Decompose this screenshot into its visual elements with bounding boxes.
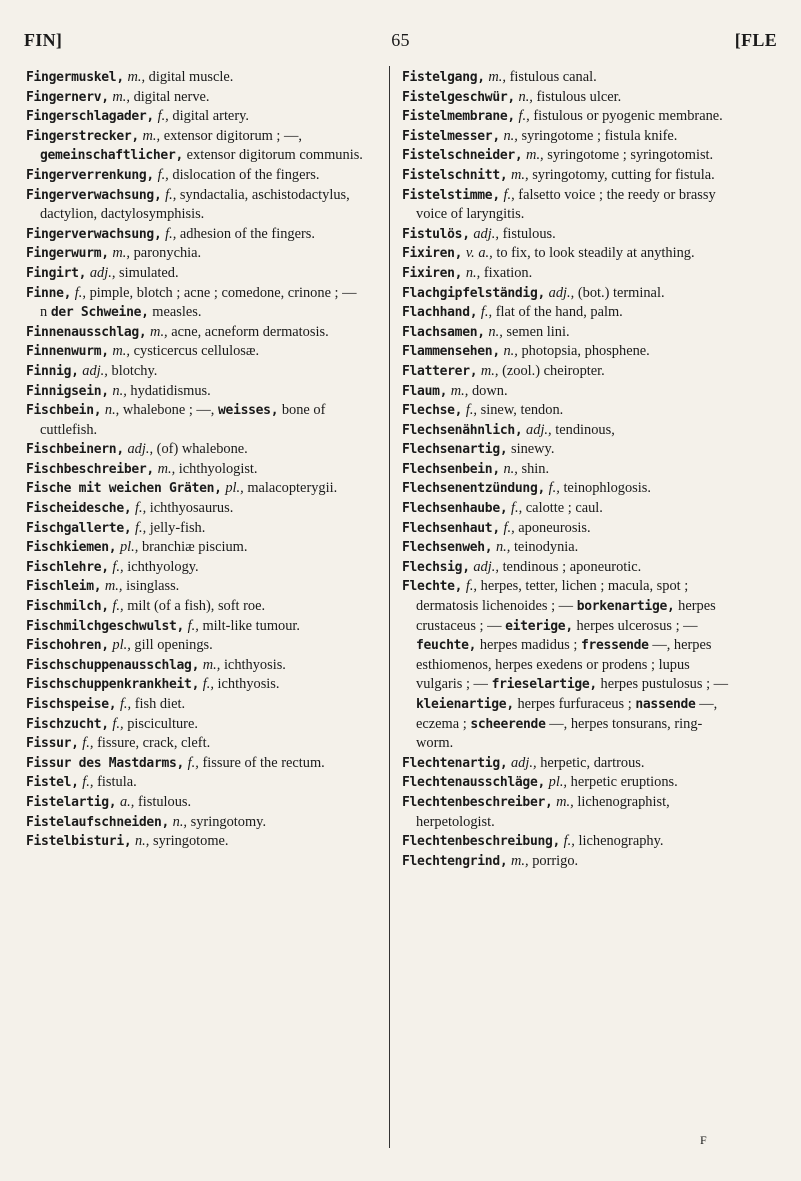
- grammar-label: n.,: [112, 382, 127, 399]
- definition: syringotome ; fistula knife.: [521, 127, 678, 144]
- dictionary-entry: [402, 342, 739, 362]
- definition: digital nerve.: [133, 88, 210, 105]
- headword: Fixiren,: [402, 265, 463, 281]
- definition: blotchy.: [111, 362, 158, 379]
- grammar-label: m.,: [142, 127, 161, 144]
- definition: herpes, tetter, lichen ; macula, spot ; dermatosis lichenoides ; —: [416, 578, 689, 615]
- dictionary-entry: [26, 323, 363, 343]
- dictionary-entry: [402, 577, 739, 753]
- definition: sinewy.: [510, 441, 555, 458]
- headword: Fixiren,: [402, 246, 463, 262]
- grammar-label: n.,: [488, 323, 503, 340]
- definition: (of) whalebone.: [156, 441, 248, 458]
- dictionary-entry: [26, 519, 363, 539]
- headword: Flechsig,: [402, 559, 470, 575]
- definition: lichenography.: [578, 833, 664, 850]
- headword: Finnig,: [26, 363, 79, 379]
- grammar-label: m.,: [480, 362, 499, 379]
- definition: porrigo.: [532, 852, 579, 869]
- headword: Fischeidesche,: [26, 501, 132, 517]
- running-head-right: [FLE: [734, 30, 777, 50]
- dictionary-entry: [402, 284, 739, 304]
- headword: Fistelschnitt,: [402, 167, 508, 183]
- definition: extensor digitorum communis.: [186, 147, 363, 164]
- dictionary-entry: [402, 244, 739, 264]
- headword: Fischmilch,: [26, 599, 109, 615]
- dictionary-entry: [26, 832, 363, 852]
- grammar-label: f.,: [563, 833, 575, 850]
- grammar-label: pl.,: [112, 637, 131, 654]
- dictionary-entry: [26, 813, 363, 833]
- dictionary-entry: [26, 558, 363, 578]
- dictionary-entry: [26, 793, 363, 813]
- dictionary-entry: [26, 68, 363, 88]
- definition: adhesion of the fingers.: [179, 225, 315, 242]
- definition: ichthyosaurus.: [149, 500, 234, 517]
- headword: Fistelbisturi,: [26, 834, 132, 850]
- grammar-label: m.,: [112, 343, 130, 360]
- headword: Finne,: [26, 285, 72, 301]
- definition: gill openings.: [134, 637, 213, 654]
- grammar-label: f.,: [480, 304, 493, 321]
- definition: milt-like tumour.: [202, 617, 301, 634]
- headword: Flechtenbeschreibung,: [402, 834, 561, 850]
- dictionary-entry: [26, 636, 363, 656]
- grammar-label: f.,: [112, 598, 124, 615]
- definition: herpes crustaceus ; —: [416, 598, 716, 634]
- grammar-label: v. a.,: [465, 245, 493, 262]
- definition: (bot.) terminal.: [577, 284, 665, 301]
- dictionary-entry: [26, 773, 363, 793]
- definition: herpes pustulosus ; —: [600, 676, 729, 693]
- grammar-label: f.,: [112, 715, 124, 732]
- dictionary-entry: [26, 715, 363, 735]
- definition: whalebone ; —,: [122, 402, 215, 419]
- definition: herpes furfuraceus ;: [517, 696, 632, 712]
- definition: ichthyosis.: [217, 676, 280, 693]
- dictionary-entry: [402, 88, 739, 108]
- definition: herpes ulcerosus ; —: [576, 617, 698, 634]
- sub-headword: feuchte,: [416, 638, 477, 654]
- dictionary-entry: [402, 754, 739, 774]
- headword: Fischmilchgeschwulst,: [26, 618, 185, 634]
- grammar-label: pl.,: [119, 539, 139, 556]
- dictionary-entry: [26, 695, 363, 715]
- definition: shin.: [521, 460, 550, 477]
- headword: Flammensehen,: [402, 344, 500, 360]
- dictionary-entry: [26, 734, 363, 754]
- definition: paronychia.: [133, 245, 202, 262]
- headword: Fischleim,: [26, 579, 102, 595]
- headword: Fischgallerte,: [26, 520, 132, 536]
- grammar-label: m.,: [526, 147, 544, 164]
- headword: Fingerverwachsung,: [26, 226, 162, 242]
- headword: Fistelartig,: [26, 794, 117, 810]
- dictionary-entry: [402, 773, 739, 793]
- grammar-label: f.,: [74, 284, 86, 301]
- headword: Fistelschneider,: [402, 148, 523, 164]
- definition: to fix, to look steadily at anything.: [496, 245, 695, 262]
- dictionary-entry: [402, 127, 739, 147]
- headword: Fistelgeschwür,: [402, 89, 515, 105]
- definition: falsetto voice ; the reedy or brassy voice of laryngitis.: [416, 186, 716, 223]
- definition: syringotome.: [152, 833, 229, 850]
- headword: Fingirt,: [26, 265, 87, 281]
- grammar-label: f.,: [112, 558, 124, 575]
- grammar-label: f.,: [187, 754, 199, 771]
- dictionary-entry: [26, 186, 363, 225]
- dictionary-entry: [26, 127, 363, 166]
- headword: Finnenausschlag,: [26, 324, 147, 340]
- dictionary-entry: [402, 538, 739, 558]
- definition: semen lini.: [506, 323, 570, 340]
- headword: Finnenwurm,: [26, 344, 109, 360]
- dictionary-entry: [26, 577, 363, 597]
- definition: malacopterygii.: [247, 480, 338, 497]
- definition: herpetic, dartrous.: [540, 754, 645, 771]
- grammar-label: n.,: [134, 833, 150, 850]
- grammar-label: n.,: [172, 813, 188, 830]
- definition: extensor digitorum ; —,: [163, 127, 303, 144]
- definition: teinophlogosis.: [563, 480, 651, 497]
- definition: syndactalia, aschistodactylus, dactylion, dactylosymphisis.: [40, 186, 350, 223]
- headword: Flechsenhaube,: [402, 501, 508, 517]
- grammar-label: adj.,: [127, 441, 154, 458]
- definition: —, eczema ;: [416, 696, 718, 732]
- headword: Fistelaufschneiden,: [26, 814, 170, 830]
- definition: milt (of a fish), soft roe.: [127, 598, 266, 615]
- grammar-label: adj.,: [548, 284, 575, 301]
- grammar-label: m.,: [488, 69, 506, 85]
- definition: aponeurosis.: [518, 519, 591, 536]
- grammar-label: m.,: [450, 382, 469, 399]
- sub-headword: fressende: [580, 638, 649, 654]
- grammar-label: f.,: [465, 578, 478, 595]
- headword: Flechsenartig,: [402, 442, 508, 458]
- dictionary-entry: [402, 519, 739, 539]
- right-column: [402, 68, 739, 871]
- definition: flat of the hand, palm.: [495, 304, 623, 321]
- definition: acne, acneform dermatosis.: [171, 323, 329, 340]
- definition: fistulous.: [502, 225, 556, 242]
- grammar-label: adj.,: [82, 362, 108, 379]
- dictionary-entry: [402, 166, 739, 186]
- headword: Fingerwurm,: [26, 246, 109, 262]
- dictionary-entry: [402, 225, 739, 245]
- definition: fistulous ulcer.: [536, 88, 622, 105]
- dictionary-entry: [402, 401, 739, 421]
- definition: isinglass.: [126, 578, 180, 595]
- headword: Fischkiemen,: [26, 540, 117, 556]
- dictionary-entry: [26, 107, 363, 127]
- grammar-label: f.,: [465, 402, 478, 419]
- dictionary-entry: [26, 264, 363, 284]
- headword: Fistulös,: [402, 226, 470, 242]
- headword: Flaum,: [402, 383, 448, 399]
- definition: fistulous canal.: [509, 69, 597, 85]
- sub-headword: scheerende: [470, 716, 546, 732]
- dictionary-entry: [26, 675, 363, 695]
- definition: fistulous or pyogenic membrane.: [533, 108, 723, 125]
- definition: syringotome ; syringotomist.: [547, 147, 714, 164]
- definition: fistula.: [97, 774, 137, 791]
- grammar-label: pl.,: [548, 774, 568, 791]
- dictionary-entry: [26, 225, 363, 245]
- sub-headword: weisses,: [218, 403, 279, 419]
- headword: Fingermuskel,: [26, 70, 124, 85]
- grammar-label: adj.,: [510, 754, 537, 771]
- dictionary-entry: [402, 479, 739, 499]
- headword: Fistelstimme,: [402, 187, 500, 203]
- definition: ichthyosis.: [223, 656, 286, 673]
- grammar-label: m.,: [157, 460, 176, 477]
- sub-headword: frieselartige,: [491, 677, 597, 693]
- headword: Fistelgang,: [402, 70, 485, 85]
- grammar-label: f.,: [134, 500, 147, 517]
- running-head-left: FIN]: [24, 30, 63, 50]
- definition: pimple, blotch ; acne ; comedone, crinone ; —n: [40, 284, 357, 321]
- grammar-label: n.,: [104, 402, 120, 419]
- headword: Fischschuppenausschlag,: [26, 657, 200, 673]
- dictionary-entry: [402, 146, 739, 166]
- headword: Fingerschlagader,: [26, 109, 154, 125]
- grammar-label: n.,: [495, 539, 511, 556]
- dictionary-entry: [402, 460, 739, 480]
- grammar-label: f.,: [157, 166, 169, 183]
- grammar-label: adj.,: [526, 421, 552, 438]
- headword: Flechsenhaut,: [402, 520, 500, 536]
- headword: Flachsamen,: [402, 324, 485, 340]
- headword: Fingerstrecker,: [26, 128, 139, 144]
- headword: Fingernerv,: [26, 89, 109, 105]
- definition: herpetic eruptions.: [570, 774, 678, 791]
- headword: Fissur,: [26, 736, 79, 752]
- definition: measles.: [152, 304, 202, 321]
- headword: Flechtengrind,: [402, 853, 508, 869]
- dictionary-entry: [26, 754, 363, 774]
- dictionary-entry: [26, 656, 363, 676]
- definition: ichthyology.: [127, 558, 199, 575]
- grammar-label: a.,: [119, 793, 135, 810]
- grammar-label: m.,: [104, 578, 123, 595]
- definition: down.: [471, 382, 508, 399]
- headword: Fingerverrenkung,: [26, 167, 154, 183]
- headword: Flechsenähnlich,: [402, 422, 523, 438]
- dictionary-entry: [26, 538, 363, 558]
- left-column: [26, 68, 363, 852]
- dictionary-entry: [26, 342, 363, 362]
- headword: Fingerverwachsung,: [26, 187, 162, 203]
- headword: Fischschuppenkrankheit,: [26, 677, 200, 693]
- grammar-label: adj.,: [473, 558, 499, 575]
- definition: jelly-fish.: [149, 519, 206, 536]
- grammar-label: m.,: [510, 166, 529, 183]
- grammar-label: m.,: [150, 323, 168, 340]
- grammar-label: m.,: [112, 245, 130, 262]
- definition: cysticercus cellulosæ.: [133, 343, 260, 360]
- dictionary-entry: [402, 852, 739, 872]
- grammar-label: f.,: [157, 108, 169, 125]
- definition: fish diet.: [134, 696, 186, 712]
- definition: ichthyologist.: [178, 460, 258, 477]
- definition: pisciculture.: [127, 715, 198, 732]
- dictionary-entry: [26, 597, 363, 617]
- grammar-label: m.,: [510, 852, 529, 869]
- grammar-label: n.,: [465, 264, 481, 281]
- grammar-label: n.,: [503, 343, 518, 360]
- headword: Finnigsein,: [26, 383, 109, 399]
- grammar-label: n.,: [503, 127, 518, 144]
- headword: Fischlehre,: [26, 559, 109, 575]
- headword: Flachgipfelständig,: [402, 285, 546, 301]
- grammar-label: f.,: [165, 225, 177, 242]
- headword: Fistelmesser,: [402, 128, 500, 144]
- headword: Flechsenweh,: [402, 540, 493, 556]
- signature-mark: F: [700, 1133, 707, 1147]
- headword: Flechtenausschläge,: [402, 775, 546, 791]
- dictionary-entry: [26, 479, 363, 499]
- dictionary-entry: [402, 303, 739, 323]
- dictionary-entry: [402, 558, 739, 578]
- sub-headword: nassende: [635, 697, 696, 712]
- definition: —, herpes tonsurans, ring-worm.: [416, 715, 703, 752]
- definition: (zool.) cheiropter.: [502, 362, 605, 379]
- dictionary-entry: [402, 832, 739, 852]
- sub-headword: kleienartige,: [416, 697, 514, 712]
- dictionary-entry: [402, 362, 739, 382]
- definition: sinew, tendon.: [480, 402, 564, 419]
- definition: teinodynia.: [513, 539, 579, 556]
- grammar-label: f.,: [119, 696, 132, 712]
- grammar-label: adj.,: [89, 264, 116, 281]
- grammar-label: f.,: [82, 774, 94, 791]
- sub-headword: eiterige,: [505, 618, 573, 634]
- definition: tendinous ; aponeurotic.: [502, 558, 642, 575]
- definition: dislocation of the fingers.: [172, 166, 320, 183]
- headword: Flechse,: [402, 403, 463, 419]
- definition: fixation.: [483, 264, 533, 281]
- dictionary-entry: [402, 323, 739, 343]
- grammar-label: m.,: [202, 656, 221, 673]
- dictionary-entry: [402, 68, 739, 88]
- headword: Fistel,: [26, 775, 79, 791]
- definition: tendinous,: [555, 421, 615, 438]
- definition: herpes madidus ;: [479, 637, 578, 654]
- definition: lichenographist, herpetologist.: [416, 793, 670, 830]
- dictionary-entry: [402, 107, 739, 127]
- sub-headword: der Schweine,: [50, 305, 149, 321]
- grammar-label: f.,: [165, 186, 177, 203]
- headword: Flachhand,: [402, 305, 478, 321]
- grammar-label: f.,: [548, 480, 560, 497]
- headword: Flechtenbeschreiber,: [402, 794, 553, 810]
- dictionary-entry: [26, 166, 363, 186]
- grammar-label: f.,: [518, 108, 530, 125]
- grammar-label: pl.,: [225, 480, 244, 497]
- definition: digital artery.: [172, 108, 249, 125]
- sub-headword: gemeinschaftlicher,: [40, 148, 184, 164]
- grammar-label: m.,: [556, 793, 574, 810]
- grammar-label: f.,: [82, 735, 94, 752]
- definition: photopsia, phosphene.: [521, 343, 650, 360]
- headword: Flatterer,: [402, 363, 478, 379]
- headword: Fischbeschreiber,: [26, 461, 154, 477]
- running-head: [24, 30, 777, 52]
- dictionary-entry: [402, 421, 739, 441]
- headword: Flechsenbein,: [402, 461, 500, 477]
- headword: Fischbein,: [26, 403, 102, 419]
- definition: —, herpes esthiomenos, herpes exedens or prodens ; lupus vulgaris ; —: [416, 637, 712, 693]
- grammar-label: f.,: [134, 519, 147, 536]
- grammar-label: n.,: [503, 460, 518, 477]
- dictionary-entry: [26, 284, 363, 323]
- grammar-label: f.,: [510, 500, 523, 517]
- dictionary-entry: [26, 362, 363, 382]
- headword: Fische mit weichen Gräten,: [26, 481, 222, 497]
- headword: Fischohren,: [26, 638, 109, 654]
- grammar-label: f.,: [187, 617, 199, 634]
- headword: Fissur des Mastdarms,: [26, 755, 185, 771]
- headword: Flechtenartig,: [402, 755, 508, 771]
- dictionary-entry: [26, 382, 363, 402]
- headword: Flechte,: [402, 579, 463, 595]
- dictionary-entry: [26, 88, 363, 108]
- page-number: 65: [391, 30, 410, 50]
- grammar-label: adj.,: [473, 225, 499, 242]
- headword: Flechsenentzündung,: [402, 481, 546, 497]
- dictionary-entry: [26, 401, 363, 440]
- dictionary-entry: [26, 244, 363, 264]
- definition: syringotomy.: [190, 813, 267, 830]
- grammar-label: f.,: [503, 186, 515, 203]
- definition: bone of cuttlefish.: [40, 402, 326, 438]
- dictionary-entry: [402, 499, 739, 519]
- definition: branchiæ piscium.: [141, 539, 248, 556]
- definition: digital muscle.: [148, 69, 234, 85]
- dictionary-entry: [402, 382, 739, 402]
- dictionary-entry: [402, 440, 739, 460]
- headword: Fischspeise,: [26, 697, 117, 712]
- dictionary-entry: [26, 460, 363, 480]
- definition: fissure of the rectum.: [202, 754, 325, 771]
- definition: simulated.: [119, 264, 179, 281]
- column-divider: [389, 66, 390, 1148]
- definition: hydatidismus.: [130, 382, 211, 399]
- grammar-label: m.,: [127, 69, 146, 85]
- dictionary-entry: [402, 793, 739, 832]
- definition: calotte ; caul.: [525, 500, 603, 517]
- grammar-label: f.,: [503, 519, 515, 536]
- dictionary-entry: [402, 264, 739, 284]
- definition: fistulous.: [137, 793, 192, 810]
- headword: Fischbeinern,: [26, 442, 124, 458]
- sub-headword: borkenartige,: [576, 599, 675, 615]
- definition: syringotomy, cutting for fistula.: [532, 166, 715, 183]
- headword: Fischzucht,: [26, 716, 109, 732]
- grammar-label: f.,: [202, 676, 214, 693]
- dictionary-entry: [26, 499, 363, 519]
- dictionary-entry: [26, 440, 363, 460]
- definition: fissure, crack, cleft.: [97, 735, 211, 752]
- dictionary-entry: [402, 186, 739, 225]
- dictionary-entry: [26, 617, 363, 637]
- grammar-label: n.,: [518, 88, 533, 105]
- grammar-label: m.,: [112, 88, 130, 105]
- headword: Fistelmembrane,: [402, 109, 515, 125]
